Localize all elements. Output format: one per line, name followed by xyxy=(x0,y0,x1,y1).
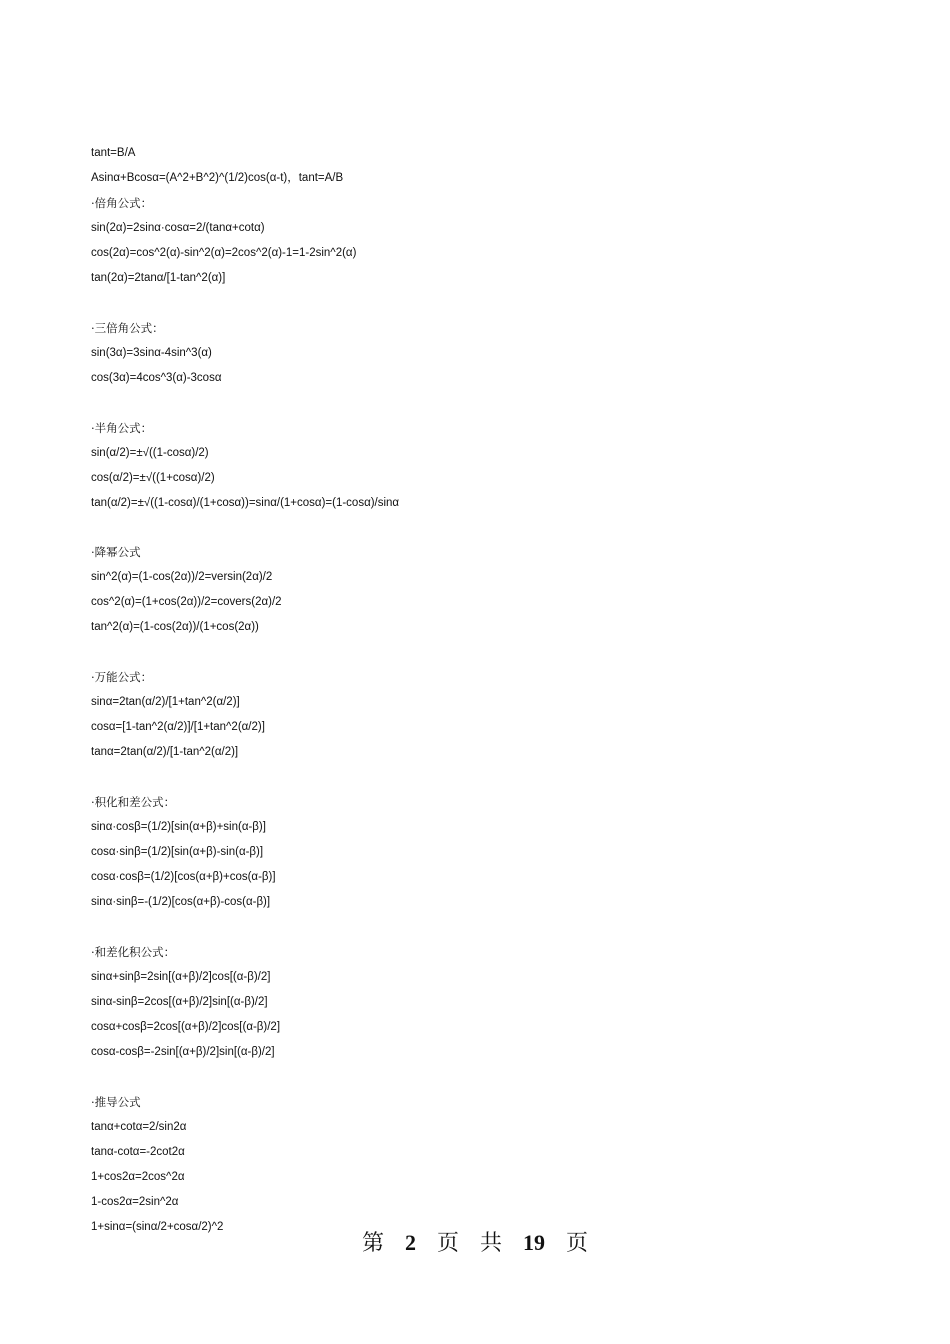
formula-line: cosα-cosβ=-2sin[(α+β)/2]sin[(α-β)/2] xyxy=(91,1045,275,1058)
formula-line: 1+cos2α=2cos^2α xyxy=(91,1170,185,1183)
footer-prefix: 第 xyxy=(361,1230,384,1255)
section-heading: ·三倍角公式： xyxy=(91,320,164,335)
formula-line: sinα·cosβ=(1/2)[sin(α+β)+sin(α-β)] xyxy=(91,820,266,833)
formula-line: sinα·sinβ=-(1/2)[cos(α+β)-cos(α-β)] xyxy=(91,895,271,908)
footer-total-word: 共 xyxy=(480,1230,503,1255)
formula-line: cosα+cosβ=2cos[(α+β)/2]cos[(α-β)/2] xyxy=(91,1020,281,1033)
formula-line: tanα+cotα=2/sin2α xyxy=(91,1120,187,1133)
footer-page-word: 页 xyxy=(436,1230,459,1255)
formula-line: tan(α/2)=±√((1-cosα)/(1+cosα))=sinα/(1+cosα)=(1-cosα)/sinα xyxy=(91,496,400,509)
formula-line: cos^2(α)=(1+cos(2α))/2=covers(2α)/2 xyxy=(91,596,282,609)
formula-line: tanα=2tan(α/2)/[1-tan^2(α/2)] xyxy=(91,746,239,759)
blank-line xyxy=(91,393,851,418)
current-page-number: 2 xyxy=(404,1230,416,1255)
section-heading: ·万能公式： xyxy=(91,670,153,685)
section-heading: ·倍角公式： xyxy=(91,196,153,210)
blank-line xyxy=(91,917,851,942)
formula-line: sinα-sinβ=2cos[(α+β)/2]sin[(α-β)/2] xyxy=(91,995,268,1008)
formula-line: tan(2α)=2tanα/[1-tan^2(α)] xyxy=(91,272,226,284)
total-page-number: 19 xyxy=(523,1230,546,1255)
formula-line: 1+sinα=(sinα/2+cosα/2)^2 xyxy=(91,1220,224,1233)
blank-line xyxy=(91,767,851,792)
section-heading: ·积化和差公式： xyxy=(91,794,176,809)
blank-line xyxy=(91,1067,851,1092)
blank-line xyxy=(91,293,851,318)
blank-line xyxy=(91,518,851,543)
formula-list xyxy=(91,143,851,1242)
formula-line: sinα+sinβ=2sin[(α+β)/2]cos[(α-β)/2] xyxy=(91,970,271,983)
page-footer xyxy=(0,1226,950,1257)
formula-line: 1-cos2α=2sin^2α xyxy=(91,1195,179,1208)
formula-line: cos(α/2)=±√((1+cosα)/2) xyxy=(91,471,215,484)
footer-suffix: 页 xyxy=(566,1230,589,1255)
formula-line: cosα·cosβ=(1/2)[cos(α+β)+cos(α-β)] xyxy=(91,870,276,883)
formula-line: sinα=2tan(α/2)/[1+tan^2(α/2)] xyxy=(91,696,240,709)
formula-line: Asinα+Bcosα=(A^2+B^2)^(1/2)cos(α-t)，tant=A/B xyxy=(91,172,344,184)
formula-line: sin(3α)=3sinα-4sin^3(α) xyxy=(91,346,212,359)
formula-line: sin(α/2)=±√((1-cosα)/2) xyxy=(91,446,209,459)
formula-line: cosα=[1-tan^2(α/2)]/[1+tan^2(α/2)] xyxy=(91,721,265,734)
section-heading: ·半角公式： xyxy=(91,420,153,435)
section-heading: ·和差化积公式： xyxy=(91,944,176,959)
formula-line: cosα·sinβ=(1/2)[sin(α+β)-sin(α-β)] xyxy=(91,845,264,858)
section-heading: ·推导公式 xyxy=(91,1094,141,1109)
formula-line: tan^2(α)=(1-cos(2α))/(1+cos(2α)) xyxy=(91,621,259,634)
formula-line: cos(2α)=cos^2(α)-sin^2(α)=2cos^2(α)-1=1-2sin^2(α) xyxy=(91,247,357,259)
formula-line: tanα-cotα=-2cot2α xyxy=(91,1145,185,1158)
formula-line: cos(3α)=4cos^3(α)-3cosα xyxy=(91,371,222,384)
blank-line xyxy=(91,642,851,667)
formula-line: tant=B/A xyxy=(91,147,136,159)
section-heading: ·降幂公式 xyxy=(91,545,141,560)
formula-line: sin^2(α)=(1-cos(2α))/2=versin(2α)/2 xyxy=(91,571,273,584)
formula-line: sin(2α)=2sinα·cosα=2/(tanα+cotα) xyxy=(91,222,265,234)
